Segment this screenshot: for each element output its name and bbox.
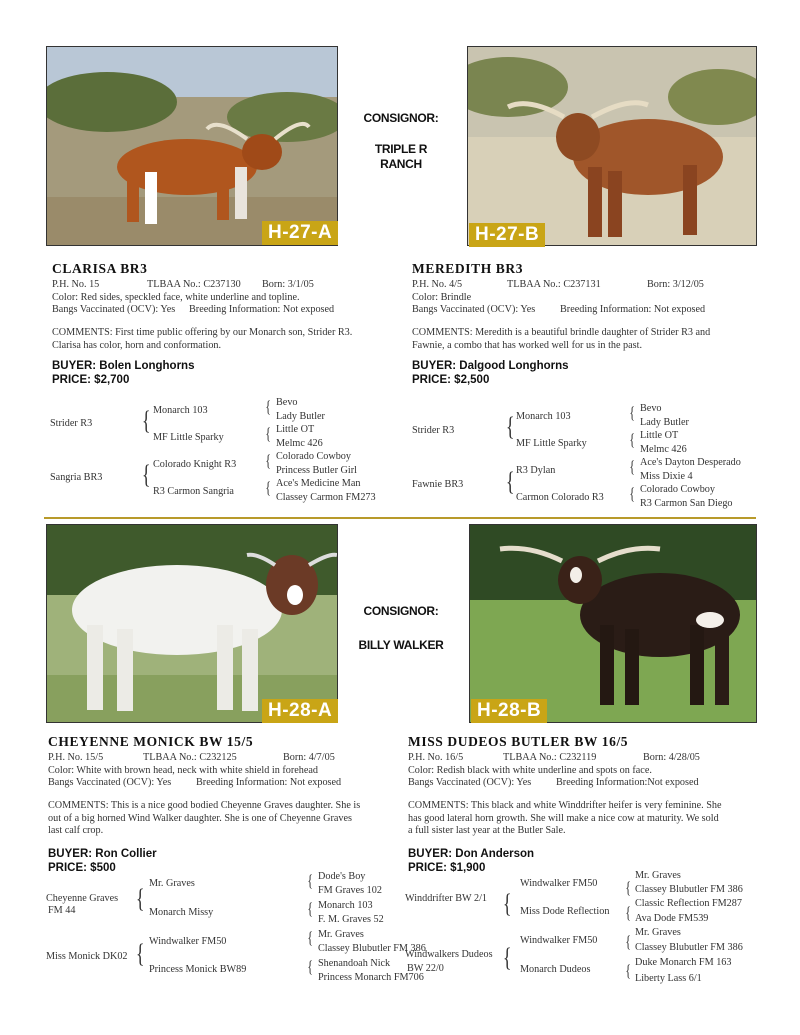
- pedigree-entry: Miss Dode Reflection: [520, 906, 610, 917]
- comment-line: COMMENTS: This black and white Winddrifter heifer is very feminine. She: [408, 800, 722, 811]
- pedigree-entry: FM Graves 102: [318, 885, 382, 896]
- cow-photo-h27a: [46, 46, 338, 246]
- pedigree-entry: Colorado Knight R3: [153, 459, 237, 470]
- pedigree-entry: Winddrifter BW 2/1: [405, 893, 488, 904]
- tlbaa-number: TLBAA No.: C232125: [143, 752, 237, 763]
- pedigree-entry: Colorado Cowboy: [276, 451, 351, 462]
- comment-line: a full sister last year at the Butler Sale.: [408, 825, 566, 836]
- bangs-vaccinated: Bangs Vaccinated (OCV): Yes: [412, 304, 536, 315]
- pedigree-brace: {: [307, 957, 313, 976]
- consignor-name-1-line1: TRIPLE R: [374, 142, 428, 156]
- info-line: [48, 752, 393, 765]
- pedigree-entry: BW 22/0: [407, 963, 444, 974]
- pedigree-brace: {: [135, 939, 145, 968]
- info-line: [408, 777, 758, 790]
- comment-line: Clarisa has color, horn and conformation.: [52, 339, 222, 351]
- pedigree-entry: Mr. Graves: [149, 878, 195, 889]
- consignor-name-1-line2: RANCH: [380, 157, 422, 171]
- pedigree-entry: Bevo: [640, 403, 662, 414]
- pedigree-entry: Princess Butler Girl: [276, 465, 357, 476]
- buyer-h27b: [412, 359, 569, 387]
- ph-number: P.H. No. 16/5: [408, 752, 464, 763]
- tlbaa-number: TLBAA No.: C237130: [147, 279, 241, 290]
- color-desc: Color: Red sides, speckled face, white underline and topline.: [52, 291, 300, 303]
- pedigree-entry: Duke Monarch FM 163: [635, 957, 732, 968]
- bangs-vaccinated: Bangs Vaccinated (OCV): Yes: [408, 777, 532, 788]
- pedigree-entry: Dode's Boy: [318, 871, 366, 882]
- pedigree-entry: Windwalker FM50: [520, 878, 598, 889]
- pedigree-h27b: [412, 399, 757, 509]
- pedigree-entry: Ace's Dayton Desperado: [640, 457, 741, 468]
- info-line: [408, 752, 758, 765]
- consignor-name-2: BILLY WALKER: [358, 638, 444, 652]
- pedigree-brace: {: [307, 928, 313, 947]
- buyer-name: BUYER: Ron Collier: [48, 848, 157, 860]
- pedigree-brace: {: [141, 406, 151, 435]
- pedigree-brace: {: [141, 460, 151, 489]
- comment-line: COMMENTS: First time public offering by our Monarch son, Strider R3.: [52, 327, 353, 338]
- pedigree-brace: {: [502, 889, 512, 918]
- animal-name-h27a: CLARISA BR3: [52, 261, 148, 276]
- pedigree-brace: {: [629, 403, 635, 422]
- comment-line: out of a big horned Wind Walker daughter. She is one of Cheyenne Graves: [48, 812, 352, 824]
- pedigree-entry: Miss Monick DK02: [46, 951, 128, 962]
- pedigree-entry: Mr. Graves: [635, 927, 681, 938]
- color-desc: Color: White with brown head, neck with white shield in forehead: [48, 764, 318, 776]
- comments-h27a: [52, 327, 392, 352]
- pedigree-entry: R3 Dylan: [516, 465, 556, 476]
- animal-info-h27a: [52, 279, 382, 317]
- animal-info-h27b: [412, 279, 757, 317]
- pedigree-entry: MF Little Sparky: [516, 438, 587, 449]
- bangs-vaccinated: Bangs Vaccinated (OCV): Yes: [52, 304, 176, 315]
- pedigree-entry: Ava Dode FM539: [635, 913, 709, 924]
- pedigree-brace: {: [505, 412, 515, 441]
- consignor-label-1: CONSIGNOR:: [363, 111, 439, 125]
- pedigree-entry: Melmc 426: [276, 438, 323, 449]
- tlbaa-number: TLBAA No.: C232119: [503, 752, 597, 763]
- pedigree-entry: Classey Carmon FM273: [276, 492, 376, 503]
- pedigree-entry: R3 Carmon San Diego: [640, 498, 733, 509]
- pedigree-entry: Shenandoah Nick: [318, 958, 391, 969]
- info-line: [52, 279, 382, 292]
- comment-line: COMMENTS: Meredith is a beautiful brindle daughter of Strider R3 and: [412, 327, 711, 338]
- pedigree-entry: Mr. Graves: [318, 929, 364, 940]
- buyer-h27a: [52, 359, 194, 387]
- pedigree-entry: Monarch 103: [153, 405, 208, 416]
- info-line: [412, 279, 757, 292]
- buyer-name: BUYER: Dalgood Longhorns: [412, 360, 569, 372]
- pedigree-entry: Classic Reflection FM287: [635, 898, 742, 909]
- pedigree-entry: Melmc 426: [640, 444, 687, 455]
- pedigree-brace: {: [307, 871, 313, 890]
- pedigree-entry: Colorado Cowboy: [640, 484, 715, 495]
- ph-number: P.H. No. 15: [52, 279, 100, 290]
- pedigree-entry: Windwalker FM50: [149, 936, 227, 947]
- pedigree-entry: Cheyenne Graves: [46, 893, 119, 904]
- pedigree-brace: {: [265, 451, 271, 470]
- pedigree-h27a: [50, 395, 390, 505]
- color-desc: Color: Redish black with white underline and spots on face.: [408, 764, 652, 776]
- pedigree-brace: {: [625, 878, 631, 897]
- info-line: [48, 777, 393, 790]
- info-line: [412, 304, 757, 317]
- comment-line: last calf crop.: [48, 825, 104, 836]
- bangs-vaccinated: Bangs Vaccinated (OCV): Yes: [48, 777, 172, 788]
- pedigree-entry: Bevo: [276, 397, 298, 408]
- info-line: [52, 304, 382, 317]
- animal-name-h28b: MISS DUDEOS BUTLER BW 16/5: [408, 734, 629, 749]
- pedigree-entry: Classey Blubutler FM 386: [635, 884, 743, 895]
- born-date: Born: 4/28/05: [643, 752, 700, 763]
- pedigree-entry: Princess Monick BW89: [149, 964, 247, 975]
- pedigree-entry: Ace's Medicine Man: [276, 478, 361, 489]
- pedigree-entry: Little OT: [640, 430, 679, 441]
- breeding-info: Breeding Information: Not exposed: [196, 777, 342, 788]
- pedigree-entry: FM 44: [48, 905, 76, 916]
- comments-h28a: [48, 800, 398, 838]
- pedigree-entry: Lady Butler: [640, 417, 689, 428]
- pedigree-entry: Windwalker FM50: [520, 935, 598, 946]
- comment-line: Fawnie, a combo that has worked well for us in the past.: [412, 339, 643, 351]
- sale-price: PRICE: $2,700: [52, 374, 130, 386]
- breeding-info: Breeding Information: Not exposed: [189, 304, 335, 315]
- pedigree-entry: Monarch 103: [516, 411, 571, 422]
- pedigree-brace: {: [629, 484, 635, 503]
- ph-number: P.H. No. 4/5: [412, 279, 463, 290]
- pedigree-brace: {: [625, 903, 631, 922]
- animal-info-h28b: [408, 752, 758, 790]
- sale-price: PRICE: $1,900: [408, 862, 486, 874]
- pedigree-entry: Windwalkers Dudeos: [405, 949, 493, 960]
- breeding-info: Breeding Information: Not exposed: [560, 304, 706, 315]
- pedigree-entry: Mr. Graves: [635, 870, 681, 881]
- sale-price: PRICE: $500: [48, 862, 116, 874]
- lot-number-h28b: H-28-B: [471, 699, 547, 723]
- pedigree-entry: Monarch Dudeos: [520, 964, 591, 975]
- pedigree-brace: {: [307, 899, 313, 918]
- pedigree-entry: Liberty Lass 6/1: [635, 973, 702, 984]
- pedigree-h28b: [405, 869, 765, 989]
- pedigree-entry: Princess Monarch FM706: [318, 972, 424, 983]
- pedigree-brace: {: [629, 430, 635, 449]
- consignor-label-2: CONSIGNOR:: [363, 604, 439, 618]
- animal-name-h28a: CHEYENNE MONICK BW 15/5: [48, 734, 254, 749]
- pedigree-entry: MF Little Sparky: [153, 432, 224, 443]
- lot-number-h28a: H-28-A: [262, 699, 338, 723]
- tlbaa-number: TLBAA No.: C237131: [507, 279, 601, 290]
- pedigree-entry: Lady Butler: [276, 411, 325, 422]
- ph-number: P.H. No. 15/5: [48, 752, 104, 763]
- sale-price: PRICE: $2,500: [412, 374, 490, 386]
- born-date: Born: 3/12/05: [647, 279, 704, 290]
- pedigree-entry: Carmon Colorado R3: [516, 492, 604, 503]
- pedigree-brace: {: [625, 961, 631, 980]
- cow-photo-h28b: [469, 524, 757, 723]
- pedigree-entry: Strider R3: [50, 418, 93, 429]
- lot-number-h27b: H-27-B: [469, 223, 545, 247]
- pedigree-brace: {: [629, 457, 635, 476]
- pedigree-brace: {: [505, 467, 515, 496]
- born-date: Born: 4/7/05: [283, 752, 335, 763]
- pedigree-entry: Strider R3: [412, 425, 455, 436]
- pedigree-brace: {: [502, 943, 512, 972]
- color-desc: Color: Brindle: [412, 291, 472, 303]
- pedigree-entry: Miss Dixie 4: [640, 471, 693, 482]
- born-date: Born: 3/1/05: [262, 279, 314, 290]
- pedigree-brace: {: [135, 884, 145, 913]
- animal-name-h27b: MEREDITH BR3: [412, 261, 524, 276]
- pedigree-entry: Monarch Missy: [149, 907, 214, 918]
- pedigree-entry: Monarch 103: [318, 900, 373, 911]
- cow-photo-h28a: [46, 524, 338, 723]
- comment-line: has good lateral horn growth. She will make a nice cow at maturity. We sold: [408, 812, 719, 824]
- comments-h27b: [412, 327, 762, 352]
- pedigree-brace: {: [265, 397, 271, 416]
- breeding-info: Breeding Information:Not exposed: [556, 777, 699, 788]
- section-divider: [44, 517, 756, 519]
- comments-h28b: [408, 800, 763, 838]
- pedigree-entry: Little OT: [276, 424, 315, 435]
- pedigree-entry: F. M. Graves 52: [318, 914, 384, 925]
- pedigree-entry: Classey Blubutler FM 386: [635, 942, 743, 953]
- pedigree-entry: Fawnie BR3: [412, 479, 464, 490]
- buyer-name: BUYER: Bolen Longhorns: [52, 360, 195, 372]
- pedigree-entry: R3 Carmon Sangria: [153, 486, 234, 497]
- lot-number-h27a: H-27-A: [262, 221, 338, 245]
- comment-line: COMMENTS: This is a nice good bodied Cheyenne Graves daughter. She is: [48, 800, 361, 811]
- buyer-name: BUYER: Don Anderson: [408, 848, 535, 860]
- pedigree-brace: {: [265, 478, 271, 497]
- pedigree-entry: Sangria BR3: [50, 472, 103, 483]
- pedigree-brace: {: [625, 932, 631, 951]
- animal-info-h28a: [48, 752, 393, 790]
- cow-photo-h27b: [467, 46, 757, 246]
- pedigree-entry: Classey Blubutler FM 386: [318, 943, 426, 954]
- pedigree-brace: {: [265, 424, 271, 443]
